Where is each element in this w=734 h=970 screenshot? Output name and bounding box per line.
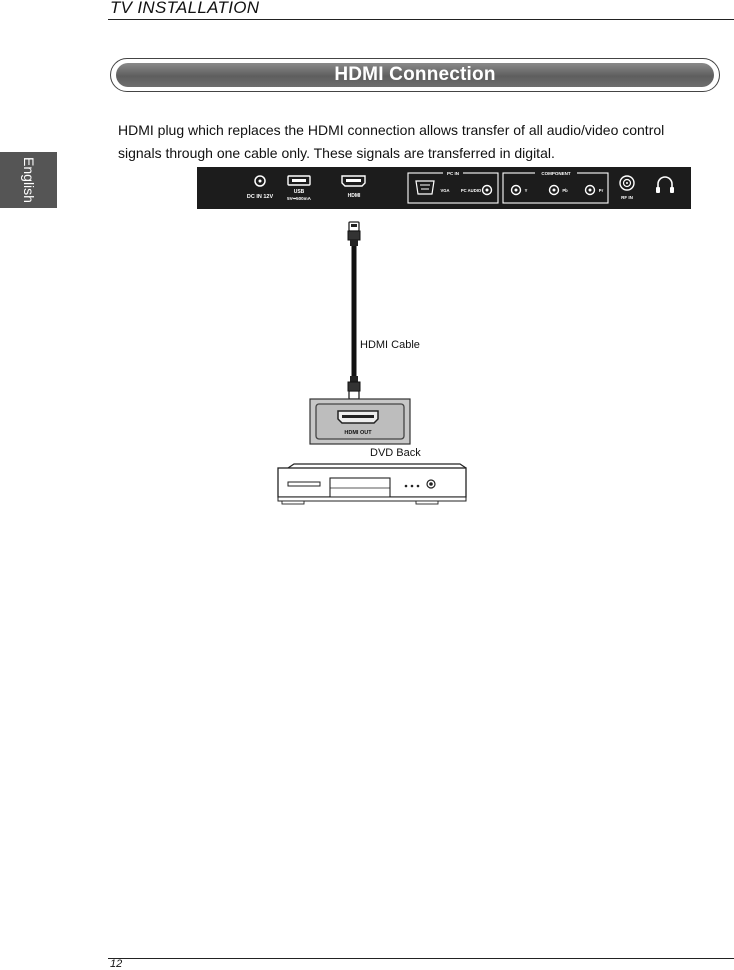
hdmi-cable (352, 246, 357, 376)
hdmi-plug-top-icon (348, 222, 360, 246)
intro-line-1: HDMI plug which replaces the HDMI connection allows transfer of all audio/video control (118, 122, 665, 138)
pb-label: Pb (562, 188, 568, 193)
header-rule (108, 19, 734, 20)
pr-label: Pr (598, 188, 604, 193)
section-banner (110, 58, 720, 92)
hdmi-cable-label: HDMI Cable (360, 339, 420, 351)
hdmi-label: HDMI (347, 193, 361, 199)
pc-in-label: PC IN (446, 171, 460, 176)
usb-label: USB (293, 189, 305, 195)
rf-in-label: RF IN (621, 195, 633, 200)
usb-spec-label: 5V⎓500mA (287, 196, 311, 201)
language-tab (0, 152, 57, 208)
dvd-player (278, 464, 466, 504)
section-banner-fill (116, 63, 714, 87)
hdmi-out-panel (310, 399, 410, 444)
banner-title: HDMI Connection (334, 64, 496, 85)
hdmi-plug-bottom-icon (348, 376, 360, 399)
pc-audio-label: PC AUDIO (460, 188, 482, 193)
disc-tray-icon (288, 482, 320, 486)
component-label: COMPONENT (541, 171, 571, 176)
hdmi-out-label: HDMI OUT (344, 430, 372, 436)
page-number: 12 (110, 958, 123, 970)
section-title: TV INSTALLATION (110, 0, 260, 17)
dc-in-label: DC IN 12V (246, 194, 274, 200)
y-label: Y (524, 188, 528, 193)
tv-rear-panel (197, 167, 691, 209)
front-panel-display (330, 478, 390, 497)
footer-rule (108, 958, 734, 959)
intro-text (118, 119, 708, 165)
connection-diagram (270, 220, 470, 510)
language-tab-label: English (20, 157, 37, 203)
intro-line-2: signals through one cable only. These signals are transferred in digital. (118, 145, 555, 161)
vga-label: VGA (440, 188, 450, 193)
dvd-back-label: DVD Back (370, 447, 421, 459)
